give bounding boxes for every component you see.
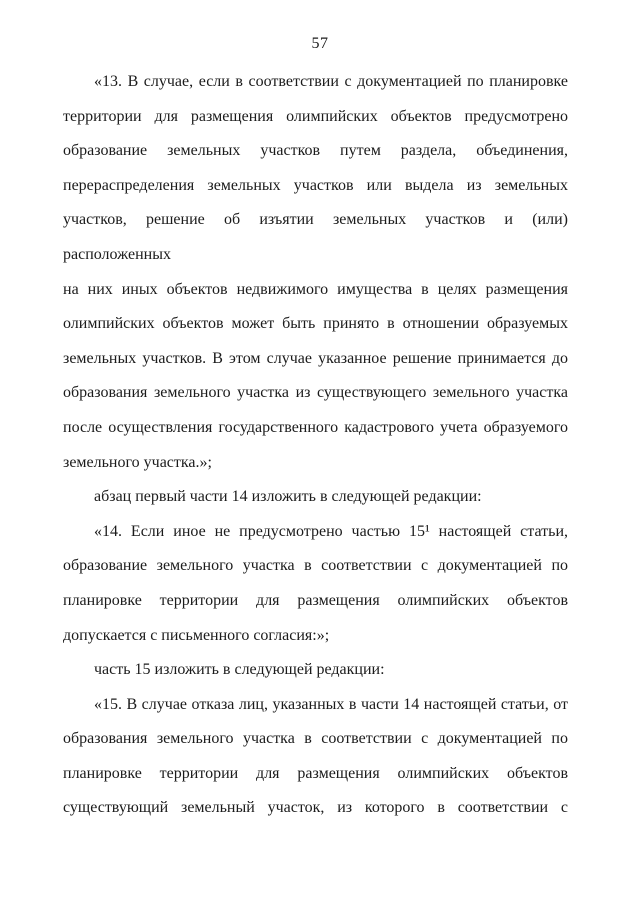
text-line: образование земельного участка в соответствии с документацией по [63,557,568,575]
text-line: территории для размещения олимпийских объектов предусмотрено [63,107,568,125]
text-line: олимпийских объектов может быть принято в отношении образуемых [63,315,568,333]
text-line: часть 15 изложить в следующей редакции: [94,661,385,679]
text-line: на них иных объектов недвижимого имущества в целях размещения [63,280,568,298]
paragraph-part-15 [63,688,568,826]
paragraph-amend-15 [63,653,568,688]
text-line: земельных участков. В этом случае указанное решение принимается до [63,349,568,367]
text-line: «13. В случае, если в соответствии с документацией по планировке [94,73,568,90]
text-line: перераспределения земельных участков или выдела из земельных [63,176,568,194]
text-line: образование земельных участков путем раздела, объединения, [63,142,568,160]
text-line: участков, решение об изъятии земельных участков и (или) расположенных [63,211,568,263]
text-line: «14. Если иное не предусмотрено частью 15¹ настоящей статьи, [94,522,568,540]
text-line: образования земельного участка в соответствии с документацией по [63,730,568,748]
text-line: образования земельного участка из существующего земельного участка [63,384,568,402]
page-content [63,65,568,826]
text-line: планировке территории для размещения олимпийских объектов [63,764,568,782]
text-line: допускается с письменного согласия:»; [63,626,330,644]
text-line: земельного участка.»; [63,453,212,471]
paragraph-part-14 [63,515,568,653]
text-line: планировке территории для размещения олимпийских объектов [63,591,568,609]
text-line: «15. В случае отказа лиц, указанных в части 14 настоящей статьи, от [94,695,568,713]
paragraph-part-13 [63,65,568,480]
paragraph-amend-14 [63,480,568,515]
text-line: абзац первый части 14 изложить в следующей редакции: [94,488,482,506]
text-line: после осуществления государственного кадастрового учета образуемого [63,418,568,436]
text-line: существующий земельный участок, из которого в соответствии с [63,799,568,817]
page-number: 57 [311,35,329,52]
